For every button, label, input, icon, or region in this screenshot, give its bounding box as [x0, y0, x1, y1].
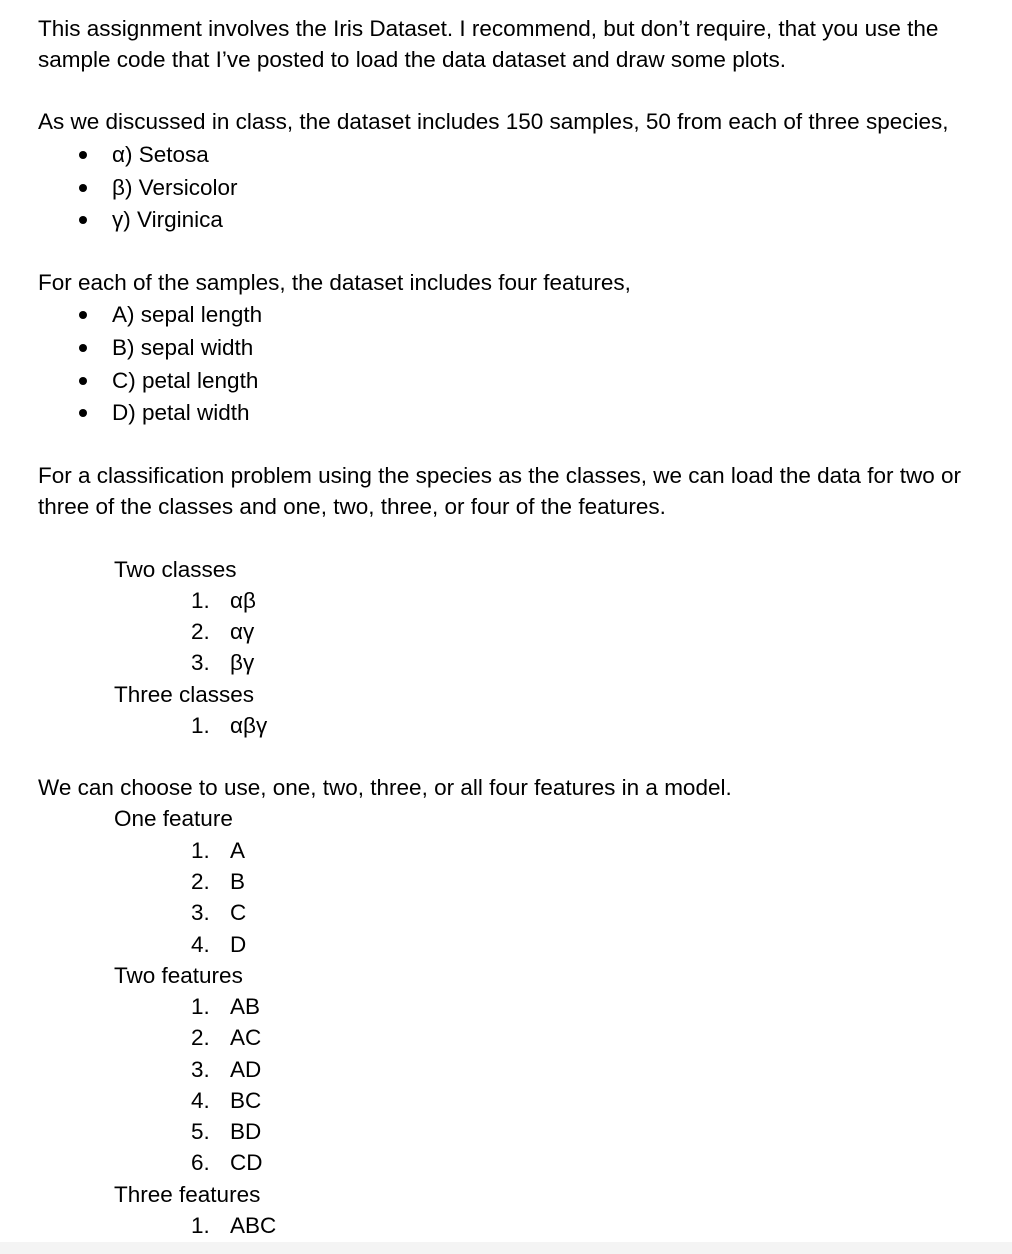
intro-line-2: sample code that I’ve posted to load the data dataset and draw some plots. — [38, 47, 786, 72]
list-item-species-3 — [0, 204, 1012, 235]
features-intro: For each of the samples, the dataset includes four features, — [38, 270, 631, 295]
bullet-icon — [79, 409, 87, 417]
bullet-icon — [79, 216, 87, 224]
list-item-species-2 — [0, 172, 1012, 203]
feature-label: A) sepal length — [112, 302, 263, 327]
species-intro: As we discussed in class, the dataset includes 150 samples, 50 from each of three species, — [38, 109, 949, 134]
bullet-icon — [79, 344, 87, 352]
feature-label: B) sepal width — [112, 335, 254, 360]
bullet-icon — [79, 311, 87, 319]
list-item-feature-3 — [0, 365, 1012, 396]
feature-label: D) petal width — [112, 400, 250, 425]
feature-combo: A — [230, 838, 246, 863]
feature-label: C) petal length — [112, 368, 259, 393]
list-number: 5. — [191, 1119, 210, 1144]
list-number: 1. — [191, 713, 210, 738]
feature-combo: AC — [230, 1025, 262, 1050]
list-number: 3. — [191, 650, 210, 675]
classification-line-2: three of the classes and one, two, three, or four of the features. — [38, 494, 666, 519]
list-item-feature-2 — [0, 332, 1012, 363]
feature-combo: CD — [230, 1150, 263, 1175]
bullet-icon — [79, 377, 87, 385]
list-number: 6. — [191, 1150, 210, 1175]
list-number: 3. — [191, 900, 210, 925]
list-number: 4. — [191, 932, 210, 957]
models-intro: We can choose to use, one, two, three, or all four features in a model. — [38, 775, 732, 800]
feature-combo: AB — [230, 994, 261, 1019]
two-classes-heading: Two classes — [114, 557, 237, 582]
two-features-heading: Two features — [114, 963, 243, 988]
list-number: 1. — [191, 994, 210, 1019]
feature-combo: C — [230, 900, 247, 925]
feature-combo: BD — [230, 1119, 262, 1144]
page-bottom-edge — [0, 1242, 1012, 1254]
class-combo: βγ — [230, 650, 255, 675]
list-item-feature-1 — [0, 299, 1012, 330]
class-combo: αβγ — [230, 713, 268, 738]
list-number: 2. — [191, 619, 210, 644]
list-number: 4. — [191, 1088, 210, 1113]
species-label: α) Setosa — [112, 142, 209, 167]
list-number: 3. — [191, 1057, 210, 1082]
classification-line-1: For a classification problem using the species as the classes, we can load the data for two or — [38, 463, 961, 488]
feature-combo: D — [230, 932, 247, 957]
bullet-icon — [79, 151, 87, 159]
species-label: β) Versicolor — [112, 175, 238, 200]
class-combo: αβ — [230, 588, 256, 613]
list-item-species-1 — [0, 139, 1012, 170]
three-classes-heading: Three classes — [114, 682, 255, 707]
bullet-icon — [79, 184, 87, 192]
list-item-feature-4 — [0, 397, 1012, 428]
feature-combo: BC — [230, 1088, 262, 1113]
list-number: 2. — [191, 1025, 210, 1050]
list-number: 1. — [191, 838, 210, 863]
three-features-heading: Three features — [114, 1182, 261, 1207]
class-combo: αγ — [230, 619, 255, 644]
list-number: 1. — [191, 1213, 210, 1238]
one-feature-heading: One feature — [114, 806, 233, 831]
species-label: γ) Virginica — [112, 207, 223, 232]
list-number: 1. — [191, 588, 210, 613]
list-number: 2. — [191, 869, 210, 894]
feature-combo: ABC — [230, 1213, 277, 1238]
feature-combo: AD — [230, 1057, 262, 1082]
intro-line-1: This assignment involves the Iris Dataset. I recommend, but don’t require, that you use the — [38, 16, 939, 41]
feature-combo: B — [230, 869, 246, 894]
